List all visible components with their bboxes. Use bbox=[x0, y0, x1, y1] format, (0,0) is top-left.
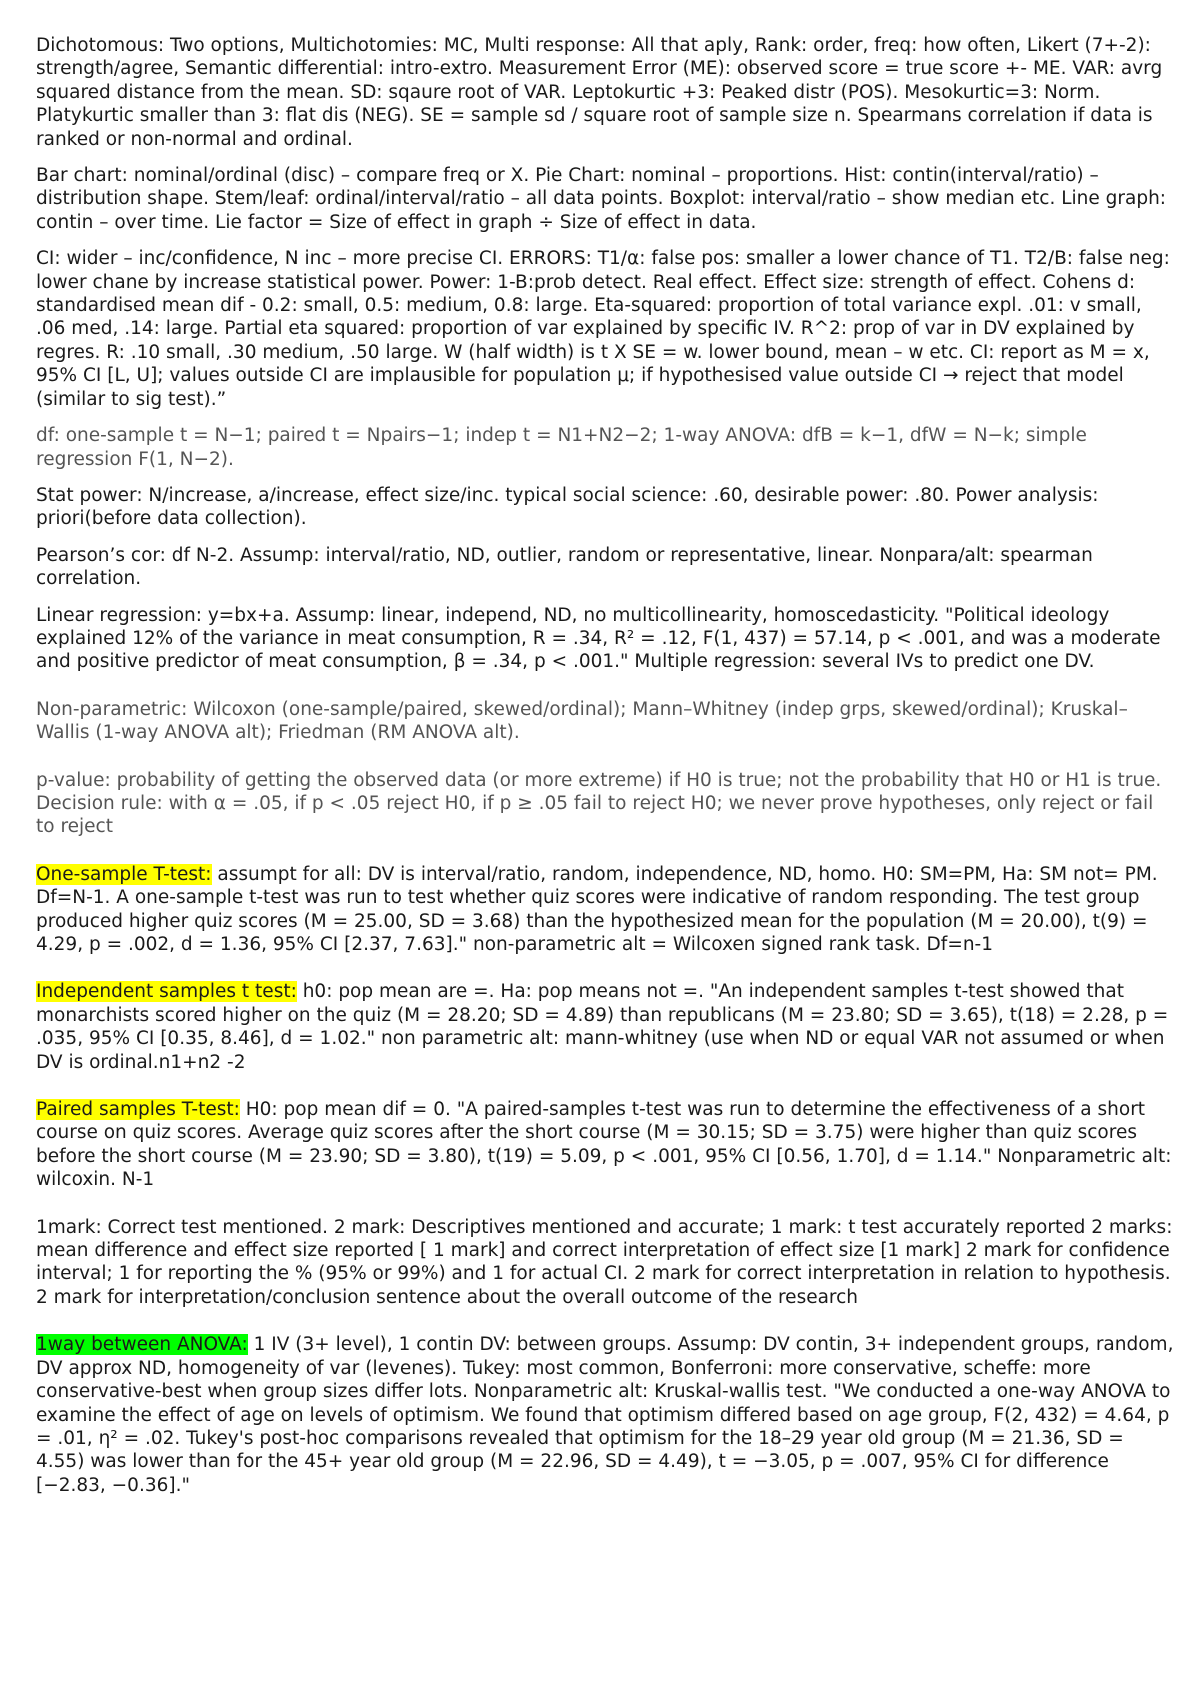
df-notes-paragraph: df: one-sample t = N−1; paired t = Npairs−1; indep t = N1+N2−2; 1-way ANOVA: dfB = k−1, dfW = N−k; simple regression F(1, N−2). bbox=[36, 425, 1087, 470]
paired-t-test-body: H0: pop mean dif = 0. "A paired-samples t-test was run to determine the effectiveness of a short course on quiz scores. Average quiz scores after the short course (M = 30.15; SD = 3.75) were higher than quiz scores before the short course (M = 23.90; SD = 3.80), t(19) = 5.09, p < .001, 95% CI [0.56, 1.70], d = 1.14." Nonparametric alt: wilcoxin. N-1 bbox=[36, 1099, 1172, 1191]
paired-t-test-heading: Paired samples T-test: bbox=[36, 1099, 240, 1121]
stat-power-notes-paragraph: Stat power: N/increase, a/increase, effect size/inc. typical social science: .60, desirable power: .80. Power analysis: priori(before data collection). bbox=[36, 484, 1099, 530]
nonparametric-notes-paragraph: Non-parametric: Wilcoxon (one-sample/paired, skewed/ordinal); Mann–Whitney (indep grps, skewed/ordinal); Kruskal–Wallis (1-way ANOVA alt); Friedman (RM ANOVA alt). bbox=[36, 698, 1128, 744]
one-way-anova-paragraph bbox=[36, 1333, 1174, 1497]
one-way-anova-body: 1 IV (3+ level), 1 contin DV: between groups. Assump: DV contin, 3+ independent groups, random, DV approx ND, homogeneity of var (levenes). Tukey: most common, Bonferroni: more conservative, scheffe: more conservative-best when group sizes differ lots. Nonparametric alt: Kruskal-wallis test. "We conducted a one-way ANOVA to examine the effect of age on levels of optimism. We found that optimism differed based on age group, F(2, 432) = 4.64, p = .01, η² = .02. Tukey's post-hoc comparisons revealed that optimism for the 18–29 year old group (M = 21.36, SD = 4.55) was lower than for the 45+ year old group (M = 22.96, SD = 4.49), t = −3.05, p = .007, 95% CI for difference [−2.83, −0.36]." bbox=[36, 1334, 1174, 1496]
one-sample-t-test-paragraph bbox=[36, 863, 1174, 957]
measurement-notes-paragraph: Dichotomous: Two options, Multichotomies: MC, Multi response: All that aply, Rank: order, freq: how often, Likert (7+-2): strength/agree, Semantic differential: intro-extro. Measurement Error (ME): observed score = true score +- ME. VAR: avrg squared distance from the mean. SD: sqaure root of VAR. Leptokurtic +3: Peaked distr (POS). Mesokurtic=3: Norm. Platykurtic smaller than 3: flat dis (NEG). SE = sample sd / square root of sample size n. Spearmans correlation if data is ranked or non-normal and ordinal. bbox=[36, 35, 1163, 150]
pearson-notes-paragraph: Pearson’s cor: df N-2. Assump: interval/ratio, ND, outlier, random or representative, linear. Nonpara/alt: spearman correlation. bbox=[36, 544, 1093, 590]
marking-criteria-paragraph: 1mark: Correct test mentioned. 2 mark: Descriptives mentioned and accurate; 1 mark: t test accurately reported 2 marks: mean difference and effect size reported [ 1 mark] and correct interpretation of effect size [1 mark] 2 mark for confidence interval; 1 for reporting the % (95% or 99%) and 1 for actual CI. 2 mark for correct interpretation in relation to hypothesis. 2 mark for interpretation/conclusion sentence about the overall outcome of the research bbox=[36, 1216, 1173, 1308]
one-sample-t-test-heading: One-sample T-test: bbox=[36, 863, 212, 885]
p-value-notes-paragraph: p-value: probability of getting the observed data (or more extreme) if H0 is true; not the probability that H0 or H1 is true. Decision rule: with α = .05, if p < .05 reject H0, if p ≥ .05 fail to reject H0; we never prove hypotheses, only reject or fail to reject bbox=[36, 769, 1162, 838]
graphs-notes-paragraph: Bar chart: nominal/ordinal (disc) – compare freq or X. Pie Chart: nominal – proportions. Hist: contin(interval/ratio) – distribution shape. Stem/leaf: ordinal/interval/ratio – all data points. Boxplot: interval/ratio – show median etc. Line graph: contin – over time. Lie factor = Size of effect in graph ÷ Size of effect in data. bbox=[36, 165, 1167, 233]
independent-t-test-paragraph bbox=[36, 980, 1174, 1074]
notes-document bbox=[36, 34, 1174, 1510]
regression-notes-paragraph: Linear regression: y=bx+a. Assump: linear, independ, ND, no multicollinearity, homoscedasticity. "Political ideology explained 12% of the variance in meat consumption, R = .34, R² = .12, F(1, 437) = 57.14, p < .001, and was a moderate and positive predictor of meat consumption, β = .34, p < .001." Multiple regression: several IVs to predict one DV. bbox=[36, 604, 1161, 673]
paired-t-test-paragraph bbox=[36, 1098, 1174, 1192]
ci-errors-notes-paragraph: CI: wider – inc/confidence, N inc – more precise CI. ERRORS: T1/α: false pos: smaller a lower chance of T1. T2/B: false neg: lower chane by increase statistical power. Power: 1-B:prob detect. Real effect. Effect size: strength of effect. Cohens d: standardised mean dif - 0.2: small, 0.5: medium, 0.8: large. Eta-squared: proportion of total variance expl. .01: v small, .06 med, .14: large. Partial eta squared: proportion of var explained by specific IV. R^2: prop of var in DV explained by regres. R: .10 small, .30 medium, .50 large. W (half width) is t X SE = w. lower bound, mean – w etc. CI: report as M = x, 95% CI [L, U]; values outside CI are implausible for population μ; if hypothesised value outside CI → reject that model (similar to sig test).” bbox=[36, 248, 1170, 410]
one-sample-t-test-body: assumpt for all: DV is interval/ratio, random, independence, ND, homo. H0: SM=PM, Ha: SM not= PM. Df=N-1. A one-sample t-test was run to test whether quiz scores were indicative of random responding. The test group produced higher quiz scores (M = 25.00, SD = 3.68) than the hypothesized mean for the population (M = 20.00), t(9) = 4.29, p = .002, d = 1.36, 95% CI [2.37, 7.63]." non-parametric alt = Wilcoxen signed rank task. Df=n-1 bbox=[36, 863, 1158, 955]
independent-t-test-body: h0: pop mean are =. Ha: pop means not =. "An independent samples t-test showed that monarchists scored higher on the quiz (M = 28.20; SD = 4.89) than republicans (M = 23.80; SD = 3.65), t(18) = 2.28, p = .035, 95% CI [0.35, 8.46], d = 1.02." non parametric alt: mann-whitney (use when ND or equal VAR not assumed or when DV is ordinal.n1+n2 -2 bbox=[36, 981, 1169, 1073]
one-way-anova-heading: 1way between ANOVA: bbox=[36, 1334, 248, 1356]
independent-t-test-heading: Independent samples t test: bbox=[36, 981, 297, 1003]
